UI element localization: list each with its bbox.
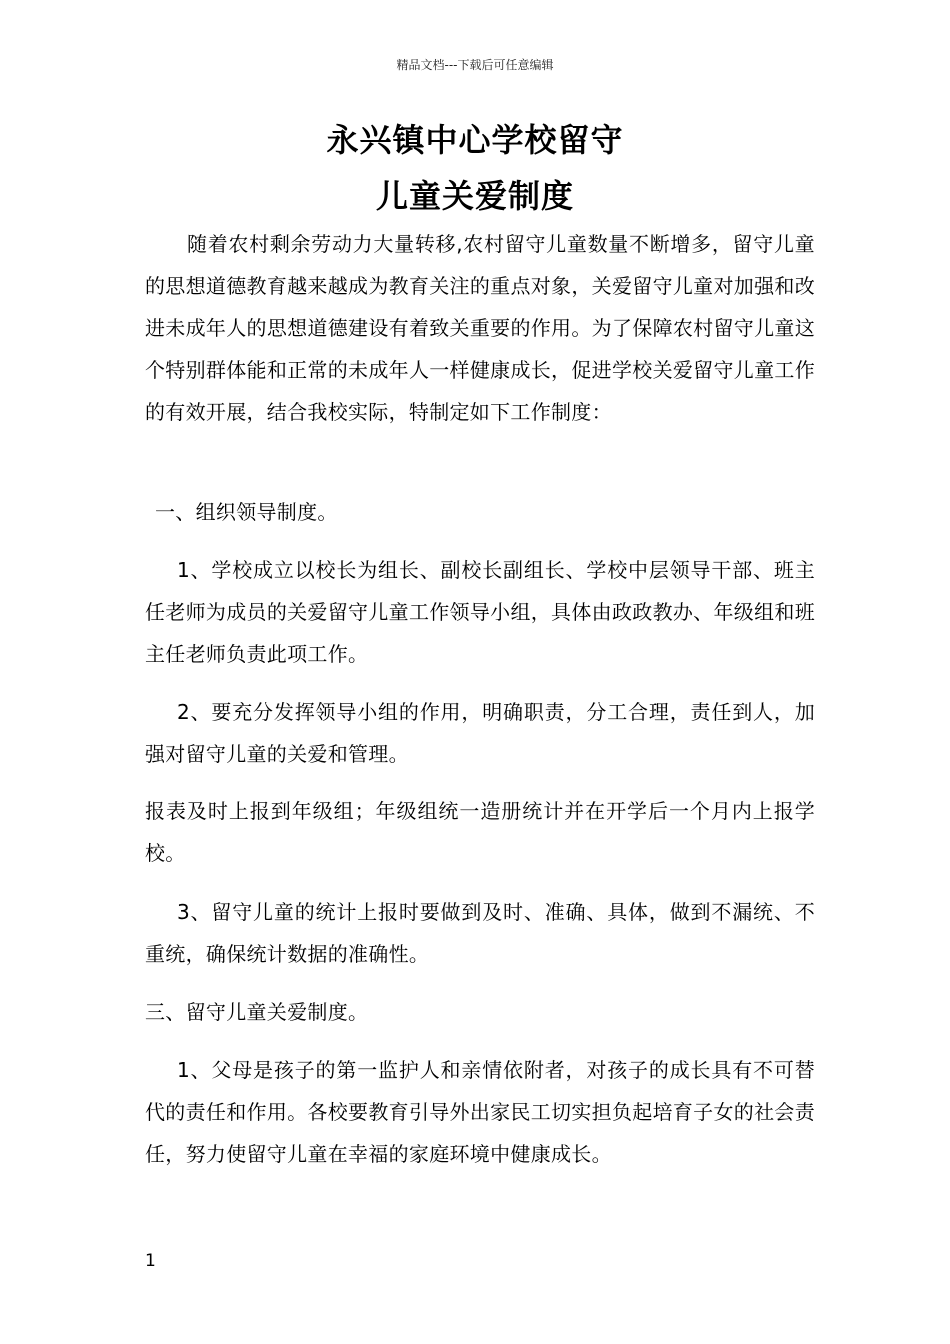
intro-paragraph: 随着农村剩余劳动力大量转移,农村留守儿童数量不断增多，留守儿童的思想道德教育越来越成为教育关注的重点对象，关爱留守儿童对加强和改进未成年人的思想道德建设有着致关重要的作用。为了保障农村留守儿童这个特别群体能和正常的未成年人一样健康成长，促进学校关爱留守儿童工作的有效开展，结合我校实际，特制定如下工作制度： [145, 232, 815, 424]
paragraph-item-1-parents: 1、父母是孩子的第一监护人和亲情依附者，对孩子的成长具有不可替代的责任和作用。各校要教育引导外出家民工切实担负起培育子女的社会责任，努力使留守儿童在幸福的家庭环境中健康成长。 [145, 1058, 815, 1166]
paragraph-item-3-statistics: 3、留守儿童的统计上报时要做到及时、准确、具体，做到不漏统、不重统，确保统计数据的准确性。 [145, 900, 815, 966]
paragraph-report-submission: 报表及时上报到年级组；年级组统一造册统计并在开学后一个月内上报学校。 [145, 799, 815, 865]
section-heading-organization: 一、组织领导制度。 [155, 500, 338, 524]
document-title-line-1: 永兴镇中心学校留守 [326, 121, 624, 159]
page-header-watermark: 精品文档---下载后可任意编辑 [396, 58, 554, 72]
page-number: 1 [145, 1251, 156, 1271]
document-title-line-2: 儿童关爱制度 [375, 177, 574, 215]
section-heading-care-system: 三、留守儿童关爱制度。 [145, 1000, 369, 1024]
paragraph-item-1-leadership-group: 1、学校成立以校长为组长、副校长副组长、学校中层领导干部、班主任老师为成员的关爱留守儿童工作领导小组，具体由政政教办、年级组和班主任老师负责此项工作。 [145, 558, 815, 666]
paragraph-item-2-responsibilities: 2、要充分发挥领导小组的作用，明确职责，分工合理，责任到人，加强对留守儿童的关爱和管理。 [145, 700, 815, 766]
